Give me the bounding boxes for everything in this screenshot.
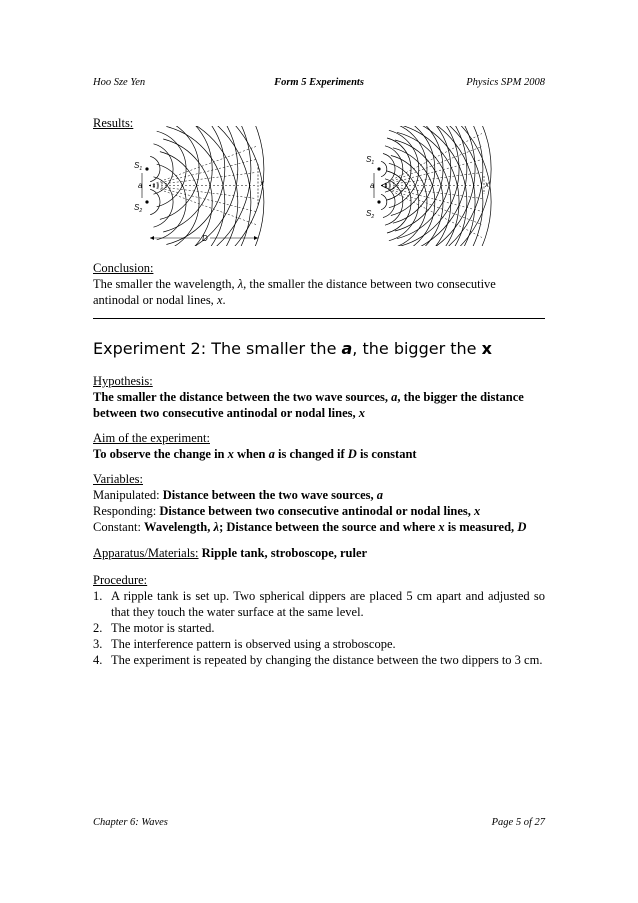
hypothesis-label: Hypothesis: — [93, 374, 153, 388]
conclusion-label: Conclusion: — [93, 261, 154, 275]
wavefront-arc — [381, 161, 387, 176]
apparatus-section — [93, 545, 545, 561]
x-label: x — [260, 179, 264, 188]
wavefront-arc — [381, 194, 387, 209]
wavefront-arc — [393, 126, 435, 223]
results-label: Results: — [93, 116, 134, 130]
header-subject: Physics SPM 2008 — [466, 77, 545, 88]
procedure-section — [93, 572, 545, 668]
antinodal-line — [149, 160, 256, 186]
interference-pattern-short-wavelength — [363, 126, 493, 246]
wavefront-arc — [170, 126, 238, 246]
s2-label: $S_2$ — [366, 209, 375, 220]
antinodal-line — [149, 173, 256, 186]
aim-section — [93, 430, 545, 462]
footer-page-number: Page 5 of 27 — [491, 817, 545, 828]
wavefront-arc — [391, 126, 427, 216]
section-divider — [93, 318, 545, 319]
wavefront-arc — [385, 179, 403, 225]
wavefront-arc — [157, 131, 186, 207]
x-label: x — [485, 180, 489, 189]
variables-label: Variables: — [93, 472, 143, 486]
apparatus-label: Apparatus/Materials: — [93, 546, 199, 560]
header-title: Form 5 Experiments — [274, 77, 364, 88]
wavefront-arc — [163, 126, 212, 232]
source-s2-dot — [377, 200, 380, 203]
procedure-list — [93, 588, 545, 668]
wavefront-arc — [385, 146, 403, 192]
wavefront-arc — [173, 126, 251, 246]
aim-text: To observe the change in x when a is changed if D is constant — [93, 447, 417, 461]
s2-label: $S_2$ — [134, 203, 143, 214]
wavefront-arc — [391, 156, 427, 247]
experiment-title: Experiment 2: The smaller the a, the bigger the x — [93, 339, 492, 358]
source-s1-dot — [377, 167, 380, 170]
a-label: a — [370, 181, 375, 190]
wavefront-arc — [176, 126, 264, 246]
conclusion-section — [93, 260, 545, 308]
wavefront-arc — [154, 144, 174, 194]
results-figures — [93, 126, 545, 246]
source-s2-dot — [145, 200, 148, 203]
procedure-step: 3. The interference pattern is observed using a stroboscope. — [93, 637, 396, 651]
antinodal-lines — [149, 147, 256, 225]
procedure-label: Procedure: — [93, 573, 148, 587]
antinodal-line — [149, 186, 256, 199]
d-label: D — [202, 234, 208, 243]
hypothesis-text: The smaller the distance between the two wave sources, a, the bigger the distance between two consecutive antinodal or nodal lines, x — [93, 390, 524, 420]
wavefronts — [150, 126, 264, 246]
wavefront-arc — [154, 177, 174, 227]
antinodal-line — [149, 147, 256, 186]
wavefront-arc — [173, 126, 251, 246]
apparatus-text: Ripple tank, stroboscope, ruler — [198, 546, 368, 560]
wavefronts — [381, 126, 491, 246]
wavefront-arc — [166, 126, 224, 245]
antinodal-line — [149, 186, 256, 225]
conclusion-text: The smaller the wavelength, λ, the smaller the distance between two consecutive antinodal or nodal lines, x. — [93, 277, 496, 307]
wavefront-arc — [176, 126, 264, 246]
manipulated-variable: Manipulated: Distance between the two wave sources, a — [93, 488, 383, 502]
wavefront-arc — [393, 148, 435, 246]
wavefront-arc — [157, 164, 186, 240]
wavefront-arc — [150, 189, 160, 214]
wavefront-arc — [395, 140, 443, 246]
procedure-step: 2. The motor is started. — [93, 621, 215, 635]
procedure-step: 1. A ripple tank is set up. Two spherical dippers are placed 5 cm apart and adjusted so that they touch the water surface at the same level. — [93, 589, 545, 619]
antinodal-line — [149, 186, 256, 212]
footer-chapter: Chapter 6: Waves — [93, 817, 168, 828]
responding-variable: Responding: Distance between two consecutive antinodal or nodal lines, x — [93, 504, 481, 518]
a-label: a — [138, 181, 143, 190]
s1-label: $S_1$ — [366, 155, 375, 166]
constant-variable: Constant: Wavelength, λ; Distance between the source and where x is measured, D — [93, 520, 527, 534]
interference-pattern-long-wavelength — [130, 126, 270, 246]
hypothesis-section — [93, 373, 545, 421]
procedure-step: 4. The experiment is repeated by changing the distance between the two dippers to 3 cm. — [93, 653, 543, 667]
variables-section — [93, 471, 545, 535]
wavefront-arc — [397, 132, 451, 246]
s1-label: $S_1$ — [134, 161, 143, 172]
aim-label: Aim of the experiment: — [93, 431, 210, 445]
wavefront-arc — [150, 156, 160, 181]
source-s1-dot — [145, 167, 148, 170]
header-author: Hoo Sze Yen — [93, 77, 146, 88]
wavefront-arc — [170, 126, 238, 246]
